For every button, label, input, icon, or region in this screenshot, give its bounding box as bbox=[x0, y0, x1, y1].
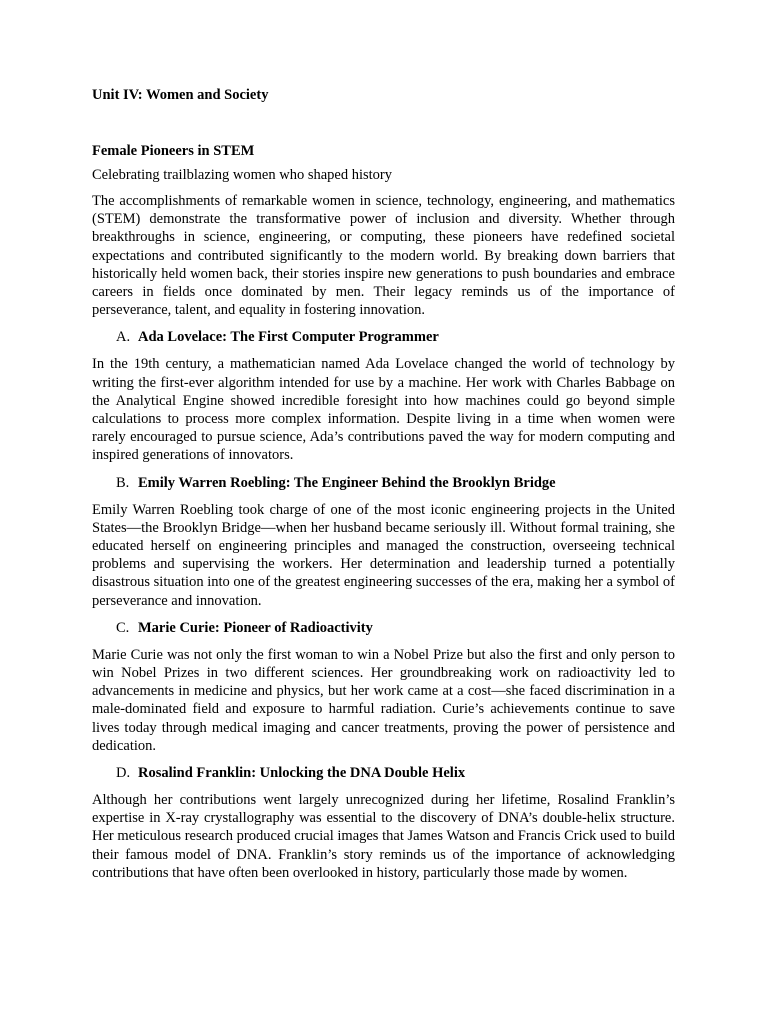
unit-title: Unit IV: Women and Society bbox=[92, 87, 269, 103]
subheading-a bbox=[92, 328, 675, 346]
paragraph-d: Although her contributions went largely unrecognized during her lifetime, Rosalind Franklin’s expertise in X-ray crystallography was essential to the discovery of DNA’s double-helix structure. Her meticulous research produced crucial images that James Watson and Francis Crick used to build their famous model of DNA. Franklin’s story reminds us of the importance of acknowledging contributions that have often been overlooked in history, particularly those made by women. bbox=[92, 792, 675, 881]
subheading-letter: B. bbox=[116, 474, 130, 491]
paragraph-a: In the 19th century, a mathematician named Ada Lovelace changed the world of technology by writing the first-ever algorithm intended for use by a machine. Her work with Charles Babbage on the Analytical Engine showed incredible foresight into how machines could go beyond simple calculations to process more complex information. Despite living in a time when women were rarely encouraged to pursue science, Ada’s contributions paved the way for modern computing and inspired generations of innovators. bbox=[92, 356, 675, 464]
subheading-d bbox=[92, 764, 675, 782]
subheading-text: Marie Curie: Pioneer of Radioactivity bbox=[138, 619, 373, 636]
subheading-c bbox=[92, 619, 675, 637]
paragraph-b: Emily Warren Roebling took charge of one of the most iconic engineering projects in the United States—the Brooklyn Bridge—when her husband became seriously ill. Without formal training, she educated herself on engineering principles and managed the construction, overseeing technical problems and supervising the workers. Her determination and leadership turned a potentially disastrous situation into one of the greatest engineering successes of the era, making her a symbol of perseverance and innovation. bbox=[92, 501, 675, 609]
section-title: Female Pioneers in STEM bbox=[92, 143, 255, 159]
document-page bbox=[92, 86, 675, 891]
subheading-letter: C. bbox=[116, 619, 130, 636]
subheading-letter: D. bbox=[116, 765, 131, 782]
section-subtitle: Celebrating trailblazing women who shaped history bbox=[92, 167, 392, 183]
subheading-letter: A. bbox=[116, 329, 131, 346]
subheading-b bbox=[92, 474, 675, 492]
subheading-text: Ada Lovelace: The First Computer Programmer bbox=[138, 329, 439, 346]
subheading-text: Rosalind Franklin: Unlocking the DNA Double Helix bbox=[138, 765, 466, 782]
paragraph-c: Marie Curie was not only the first woman to win a Nobel Prize but also the first and only person to win Nobel Prizes in two different sciences. Her groundbreaking work on radioactivity led to advancements in medicine and physics, but her work came at a cost—she faced discrimination in a male-dominated field and exposure to harmful radiation. Curie’s achievements continue to save lives today through medical imaging and cancer treatments, proving the power of persistence and dedication. bbox=[92, 646, 675, 754]
intro-paragraph: The accomplishments of remarkable women in science, technology, engineering, and mathematics (STEM) demonstrate the transformative power of inclusion and diversity. Whether through breakthroughs in science, engineering, or computing, these pioneers have redefined societal expectations and contributed significantly to the modern world. By breaking down barriers that historically held women back, their stories inspire new generations to push boundaries and embrace careers in fields once dominated by men. Their legacy reminds us of the importance of perseverance, talent, and equality in fostering innovation. bbox=[92, 193, 675, 319]
subheading-text: Emily Warren Roebling: The Engineer Behind the Brooklyn Bridge bbox=[138, 474, 556, 491]
